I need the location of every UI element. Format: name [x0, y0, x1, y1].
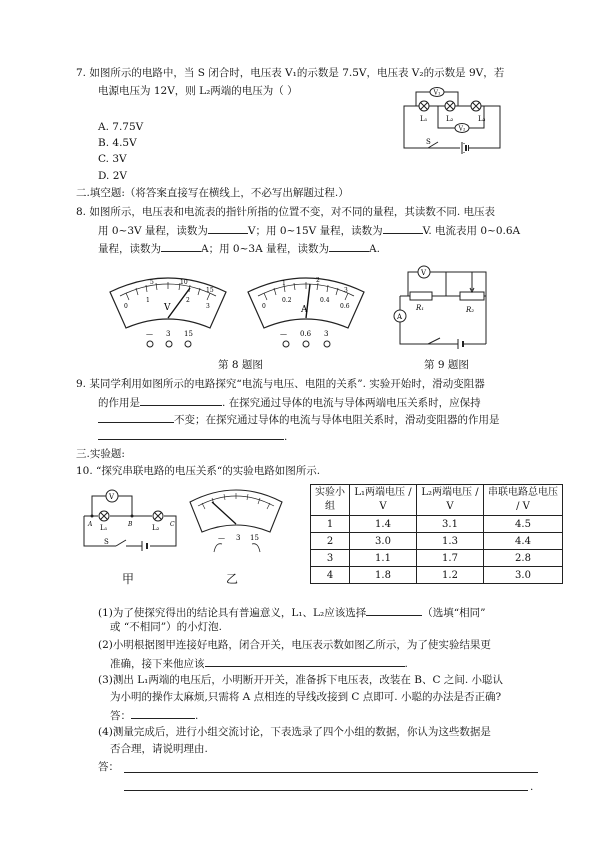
table-cell: 3.0: [484, 567, 563, 584]
q10-part3-answer-label: 答：: [110, 710, 131, 722]
q8-line3-a: 量程，读数为: [98, 243, 161, 255]
q10-answer-line-1[interactable]: [124, 772, 538, 773]
q9-blank-1[interactable]: [140, 394, 222, 406]
table-cell: 2.8: [484, 550, 563, 567]
q7-v1-label: V₁: [433, 89, 441, 97]
q9-line4: .: [98, 428, 287, 444]
q8-line1: 8. 如图所示，电压表和电流表的指针所指的位置不变，对不同的量程，其读数不同. 电压表: [76, 206, 496, 218]
jia-voltmeter-label: V: [109, 493, 115, 501]
ammeter-unit: A: [301, 305, 308, 315]
fig-jia-caption: 甲: [122, 572, 135, 586]
q9-blank-3[interactable]: [98, 428, 284, 440]
fig9-voltmeter-label: V: [421, 269, 427, 277]
table-cell: 3.1: [417, 516, 484, 533]
table-cell: 2: [311, 533, 350, 550]
q9-line2-a: 的作用是: [98, 397, 140, 409]
table-cell: 1: [311, 516, 350, 533]
table-cell: 1.4: [350, 516, 417, 533]
q10-part1-line1: [98, 604, 486, 620]
a-term-06: 0.6: [300, 330, 312, 338]
point-a-label: A: [88, 521, 93, 528]
q10-blank-2[interactable]: [205, 655, 405, 667]
v-scale-top-15: 15: [206, 287, 214, 294]
table-cell: 1.3: [417, 533, 484, 550]
table-cell: 1.7: [417, 550, 484, 567]
q10-part2-b: 准确，接下来他应该: [110, 658, 205, 670]
q7-stem-line2: 电源电压为 12V，则 L₂两端的电压为（ ）: [98, 85, 298, 97]
q10-voltmeter-yi: [186, 482, 286, 556]
v-scale-top-10: 10: [180, 279, 188, 286]
q7-option-b: B. 4.5V: [98, 137, 137, 149]
jia-l2-label: L₂: [152, 524, 160, 532]
v-scale-bottom-1: 1: [146, 297, 150, 304]
q7-l3-label: L₃: [478, 115, 486, 123]
q10-part1-line2: 或 “不相同”）的小灯泡.: [110, 621, 222, 633]
q10-answer-label: 答：: [98, 761, 119, 773]
q7-option-c: C. 3V: [98, 153, 127, 165]
yi-term-3: 3: [236, 534, 241, 542]
q8-line3: [98, 240, 380, 256]
table-cell: 4.5: [484, 516, 563, 533]
fig9-r1-label: R₁: [416, 304, 425, 312]
q7-option-a: A. 7.75V: [98, 121, 144, 133]
q8-blank-3[interactable]: [161, 240, 201, 252]
a-term-neg: —: [280, 330, 287, 338]
v-scale-bottom-2: 2: [186, 297, 190, 304]
q7-l2-label: L₂: [446, 115, 454, 123]
q9-line3-text: 不变；在探究通过导体的电流与导体电阻关系时，滑动变阻器的作用是: [174, 414, 500, 426]
header-l1-voltage: L₁两端电压 / V: [350, 485, 417, 516]
table-cell: 4.4: [484, 533, 563, 550]
header-group: 实验小组: [311, 485, 350, 516]
table-cell: 1.8: [350, 567, 417, 584]
section-3-heading: 三.实验题:: [76, 448, 125, 460]
q8-blank-2[interactable]: [383, 222, 423, 234]
q10-part2-line2: 准确，接下来他应该 .: [110, 655, 408, 671]
q8-blank-4[interactable]: [329, 240, 369, 252]
q10-blank-3[interactable]: [131, 707, 195, 719]
q9-line2: [98, 394, 481, 410]
q10-part3-line2: 为小明的操作太麻烦,只需将 A 点相连的导线改接到 C 点即可. 小聪的办法是否正确?: [110, 691, 502, 703]
jia-switch-label: S: [104, 538, 109, 546]
table-row: [311, 567, 563, 584]
table-cell: 3: [311, 550, 350, 567]
a-scale-top-1: 1: [282, 280, 286, 287]
point-c-label: C: [170, 521, 175, 528]
yi-term-neg: —: [218, 534, 225, 542]
jia-l1-label: L₁: [100, 524, 108, 532]
a-scale-bottom-02: 0.2: [282, 297, 292, 304]
a-scale-bottom-04: 0.4: [320, 297, 330, 304]
fig9-caption: 第 9 题图: [424, 359, 469, 371]
q8-line2: [98, 222, 520, 238]
v-term-15: 15: [184, 330, 193, 338]
v-term-3: 3: [166, 330, 171, 338]
q8-line2-b: V；用 0~15V 量程，读数为: [247, 225, 383, 237]
q10-part1-b: （选填“相同”: [422, 607, 486, 619]
q8-line2-c: V. 电流表用 0~0.6A: [422, 225, 521, 237]
fig-yi-caption: 乙: [226, 572, 239, 586]
table-row: [311, 533, 563, 550]
q10-part1-a: (1)为了使探究得出的结论具有普遍意义，L₁、L₂应该选择: [98, 607, 367, 619]
fig9-ammeter-label: A: [397, 313, 403, 321]
q10-circuit-jia: [80, 484, 184, 556]
q10-part4-line1: (4)测量完成后，进行小组交流讨论，下表选录了四个小组的数据，你认为这些数据是: [98, 726, 491, 738]
q9-line3: [98, 411, 500, 427]
q8-line2-a: 用 0~3V 量程，读数为: [98, 225, 208, 237]
voltmeter-unit: V: [164, 303, 171, 313]
v-scale-top-5: 5: [150, 279, 154, 286]
table-row: [311, 516, 563, 533]
q8-blank-1[interactable]: [208, 222, 248, 234]
a-term-3: 3: [324, 330, 329, 338]
table-cell: 3.0: [350, 533, 417, 550]
q10-stem: 10. “探究串联电路的电压关系“的实验电路如图所示.: [76, 465, 321, 477]
q10-part2-line1: (2)小明根据图甲连接好电路，闭合开关，电压表示数如图乙所示，为了使实验结果更: [98, 639, 491, 651]
point-b-label: B: [128, 521, 133, 528]
v-term-neg: —: [146, 330, 153, 338]
q8-voltmeter: [106, 270, 230, 352]
header-total-voltage: 串联电路总电压 / V: [484, 485, 563, 516]
q9-circuit-diagram: [388, 262, 498, 352]
q10-blank-1[interactable]: [366, 604, 422, 616]
table-header-row: [311, 485, 563, 516]
q8-line3-b: A；用 0~3A 量程，读数为: [201, 243, 329, 255]
q8-line3-c: A.: [369, 243, 380, 255]
q7-stem-line1: 7. 如图所示的电路中，当 S 闭合时，电压表 V₁的示数是 7.5V，电压表 V₂的示数是 9V，若: [76, 67, 505, 79]
q7-l1-label: L₁: [420, 115, 428, 123]
table-cell: 1.1: [350, 550, 417, 567]
a-scale-top-3: 3: [344, 287, 348, 294]
q10-data-table: [310, 484, 563, 584]
q9-blank-2[interactable]: [98, 411, 174, 423]
v-scale-bottom-3: 3: [206, 303, 210, 310]
fig9-r2-label: R₂: [466, 306, 475, 314]
q9-line1: 9. 某同学利用如图所示的电路探究“电流与电压、电阻的关系”. 实验开始时，滑动变阻器: [76, 378, 485, 390]
q7-switch-label: S: [426, 138, 431, 146]
q8-ammeter: [244, 270, 368, 352]
table-cell: 4: [311, 567, 350, 584]
section-2-heading: 二.填空题:（将答案直接写在横线上，不必写出解题过程.）: [76, 187, 349, 199]
a-scale-top-2: 2: [316, 277, 320, 284]
q10-part3-line1: (3)测出 L₁两端的电压后，小明断开开关，准备拆下电压表，改装在 B、C 之间. 小聪认: [98, 674, 503, 686]
q7-v2-label: V₂: [458, 125, 466, 133]
q10-part3-line3: 答： .: [110, 707, 198, 723]
v-scale-bottom-0: 0: [124, 303, 128, 310]
header-l2-voltage: L₂两端电压 / V: [417, 485, 484, 516]
a-scale-bottom-06: 0.6: [340, 303, 350, 310]
table-row: [311, 550, 563, 567]
yi-term-15: 15: [250, 534, 259, 542]
q10-part4-line2: 否合理，请说明理由.: [110, 743, 208, 755]
q10-answer-period: .: [530, 781, 534, 793]
a-scale-bottom-0: 0: [262, 303, 266, 310]
fig8-caption: 第 8 题图: [218, 359, 263, 371]
table-cell: 1.2: [417, 567, 484, 584]
q7-option-d: D. 2V: [98, 170, 127, 182]
q7-circuit-diagram: [398, 86, 508, 158]
q10-answer-line-2[interactable]: [124, 790, 528, 791]
q9-line2-b: . 在探究通过导体的电流与导体两端电压关系时，应保持: [222, 397, 481, 409]
